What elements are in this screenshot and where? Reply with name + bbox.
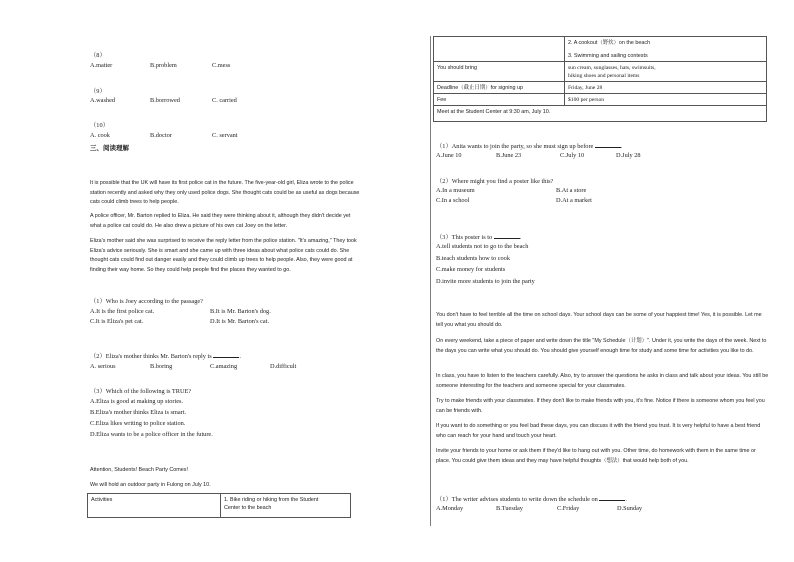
passage3-paragraph-5: If you want to do something or you feel bad these days, you can discuss it with the friend you trust. It is very helpful to have a best friend who can reach for your hand and touch your heart. [436, 423, 761, 439]
table-row [88, 494, 351, 518]
p1q2-option-a: A. serious [90, 363, 116, 370]
p3q1-stem-end: . [625, 496, 627, 503]
section-title-reading: 三、阅读理解 [90, 145, 129, 152]
bring-line-2: hiking shoes and personal items [568, 72, 640, 79]
p1q1-option-d: D.It is Mr. Barton's cat. [210, 318, 270, 325]
table-row [434, 94, 767, 106]
p1-question-3-stem: （3）Which of the following is TRUE? [90, 388, 192, 395]
p1q2-stem-text: （2）Eliza's mother thinks Mr. Barton's reply is [90, 353, 212, 360]
q8-option-c: C.mess [212, 62, 231, 69]
question-10-number: （10） [90, 122, 109, 129]
answer-blank [494, 233, 520, 239]
passage3-paragraph-6: Invite your friends to your home or ask them if they'd like to hang out with you. Other time, do homework with them in the same time or place. You could give them ideas and they may have helpful thoughts（想法）that would help both of you. [436, 448, 756, 464]
p1q3-option-d: D.Eliza wants to be a police officer in the future. [90, 431, 213, 438]
activities-table-top [87, 493, 351, 518]
column-divider [430, 36, 431, 526]
passage1-paragraph-1: It is possible that the UK will have its first police cat in the future. The five-year-old girl, Eliza wrote to the police station recently and asked why they only used police dogs. She thought cats could be as useful as dogs because cats could climb trees to help people. [90, 180, 360, 205]
p2-question-1-stem [436, 141, 623, 150]
p3-question-1-stem [436, 494, 627, 503]
q8-option-a: A.matter [90, 62, 113, 69]
question-9-number: （9） [90, 88, 106, 95]
notice-title: Attention, Students! Beach Party Comes! [90, 467, 188, 473]
p2q1-option-b: B.June 23 [496, 152, 522, 159]
p1q1-option-a: A.It is the first police cat. [90, 308, 155, 315]
p2q3-option-a: A.tell students not to go to the beach [436, 243, 529, 250]
table-row [434, 62, 767, 82]
bring-value-cell [565, 62, 767, 82]
answer-blank [595, 142, 621, 148]
p2q1-option-a: A.June 10 [436, 152, 462, 159]
passage3-paragraph-3: In class, you have to listen to the teachers carefully. Also, try to answer the questions he asks in class and talk about your ideas. You still be someone interesting for the teachers and someone special for your classmates. [436, 373, 769, 389]
p2q3-stem-end: . [519, 234, 522, 241]
passage3-paragraph-2: On every weekend, take a piece of paper and write down the title "My Schedule（计划）". Under it, you write the days of the week. Next to the days you can write what you should do. You should give yourself enough time for study and some time for activities you like to do. [436, 338, 767, 354]
p1q2-stem-end: . [239, 353, 241, 360]
q9-option-b: B.borrowed [150, 97, 180, 104]
deadline-label-cell [434, 82, 565, 94]
bring-line-1: sun cream, sunglasses, hats, swimsuits, [568, 64, 656, 71]
p2q2-option-c: C.In a school [436, 197, 470, 204]
q9-option-a: A.washed [90, 97, 116, 104]
passage1-paragraph-2: A police officer, Mr. Barton replied to Eliza. He said they were thinking about it, although they didn't decide yet what a police cat could do. He also drew a picture of his own cat Joey on the letter. [90, 213, 351, 229]
table-row [434, 106, 767, 122]
p2q3-stem-text: （3）This poster is to [436, 234, 493, 241]
p1q3-option-b: B.Eliza's mother thinks Eliza is smart. [90, 409, 187, 416]
p3q1-option-d: D.Sunday [617, 505, 643, 512]
activity-1-cell [221, 494, 351, 518]
p1q2-option-c: C.amazing [210, 363, 238, 370]
p2q1-stem-end: . [620, 143, 623, 150]
passage3-paragraph-1: You don't have to feel terrible all the time on school days. Your school days can be some of your happiest time! Yes, it is possible. Let me tell you what you should do. [436, 312, 762, 328]
activity-2-3-cell [565, 37, 767, 62]
activity-1-line-1: 1. Bike riding or hiking from the Student [224, 496, 319, 503]
activity-2: 2. A cookout（野炊）on the beach [568, 39, 651, 46]
p3q1-stem-text: （1）The writer advises students to write down the schedule on [436, 496, 598, 503]
notice-intro: We will hold an outdoor party in Fulong on July 10. [90, 482, 211, 488]
bring-label-cell [434, 62, 565, 82]
p1q1-option-c: C.It is Eliza's pet cat. [90, 318, 144, 325]
q10-option-b: B.doctor [150, 132, 172, 139]
q10-option-a: A. cook [90, 132, 110, 139]
p2q2-option-a: A.In a museum [436, 187, 475, 194]
table-row [434, 37, 767, 62]
table-row [434, 82, 767, 94]
p2q3-option-d: D.invite more students to join the party [436, 278, 535, 285]
p1q3-option-c: C.Eliza likes writing to police station. [90, 420, 186, 427]
p2q3-option-c: C.make money for students [436, 266, 506, 273]
p1-question-1-stem: （1）Who is Joey according to the passage? [90, 298, 203, 305]
deadline-label: Deadline（截止日期）for signing up [437, 84, 523, 91]
q9-option-c: C. carried [212, 97, 237, 104]
p3q1-option-b: B.Tuesday [496, 505, 523, 512]
question-8-number: （8） [90, 52, 106, 59]
bring-label: You should bring [437, 64, 477, 71]
q8-option-b: B.problem [150, 62, 177, 69]
fee-label-cell [434, 94, 565, 106]
q10-option-c: C. servant [212, 132, 238, 139]
p1q1-option-b: B.It is Mr. Barton's dog. [210, 308, 271, 315]
fee-label: Fee [437, 96, 447, 103]
fee-value-cell [565, 94, 767, 106]
p2-question-3-stem [436, 232, 521, 241]
p1q2-option-d: D.difficult [270, 363, 297, 370]
activities-table-continued [433, 36, 767, 122]
p3q1-option-a: A.Monday [436, 505, 464, 512]
p2q1-option-d: D.July 28 [616, 152, 641, 159]
activity-1-line-2: Center to the beach [224, 504, 272, 511]
answer-blank [213, 352, 239, 358]
p2q1-option-c: C.July 10 [560, 152, 585, 159]
meet-cell [434, 106, 767, 122]
p1q2-option-b: B.boring [150, 363, 173, 370]
p3q1-option-c: C.Friday [557, 505, 580, 512]
fee-value: $100 per person [568, 96, 605, 103]
p2q2-option-b: B.At a store [556, 187, 587, 194]
passage1-paragraph-3: Eliza's mother said she was surprised to receive the reply letter from the police station. "It's amazing," They took Eliza's advice seriously. She is smart and she came up with three ideas about what police cats could do. She thought cats could find out danger easily and they could climb up trees to help people. Also, they were good at finding their way home. So they could help people find the places they wanted to go. [90, 238, 357, 273]
p1q3-option-a: A.Eliza is good at making up stories. [90, 398, 184, 405]
passage3-paragraph-4: Try to make friends with your classmates. If they don't like to make friends with you, it's fine. Notice if there is someone whom you feel you can be friends with. [436, 398, 765, 414]
deadline-value: Friday, June 28 [568, 84, 603, 91]
activities-label-cell [88, 494, 221, 518]
p1-question-2-stem [90, 351, 241, 360]
p2q3-option-b: B.teach students how to cook [436, 255, 510, 262]
activity-3: 3. Swimming and sailing contests [568, 52, 648, 59]
meet-info: Meet at the Student Center at 9:30 am, July 10. [437, 108, 551, 115]
deadline-value-cell [565, 82, 767, 94]
activities-empty-cell [434, 37, 565, 62]
p2q2-option-d: D.At a market [556, 197, 592, 204]
activities-label: Activities [91, 496, 113, 503]
p2-question-2-stem: （2）Where might you find a poster like this? [436, 178, 554, 185]
answer-blank [599, 495, 625, 501]
p2q1-stem-text: （1）Anita wants to join the party, so she must sign up before [436, 143, 594, 150]
